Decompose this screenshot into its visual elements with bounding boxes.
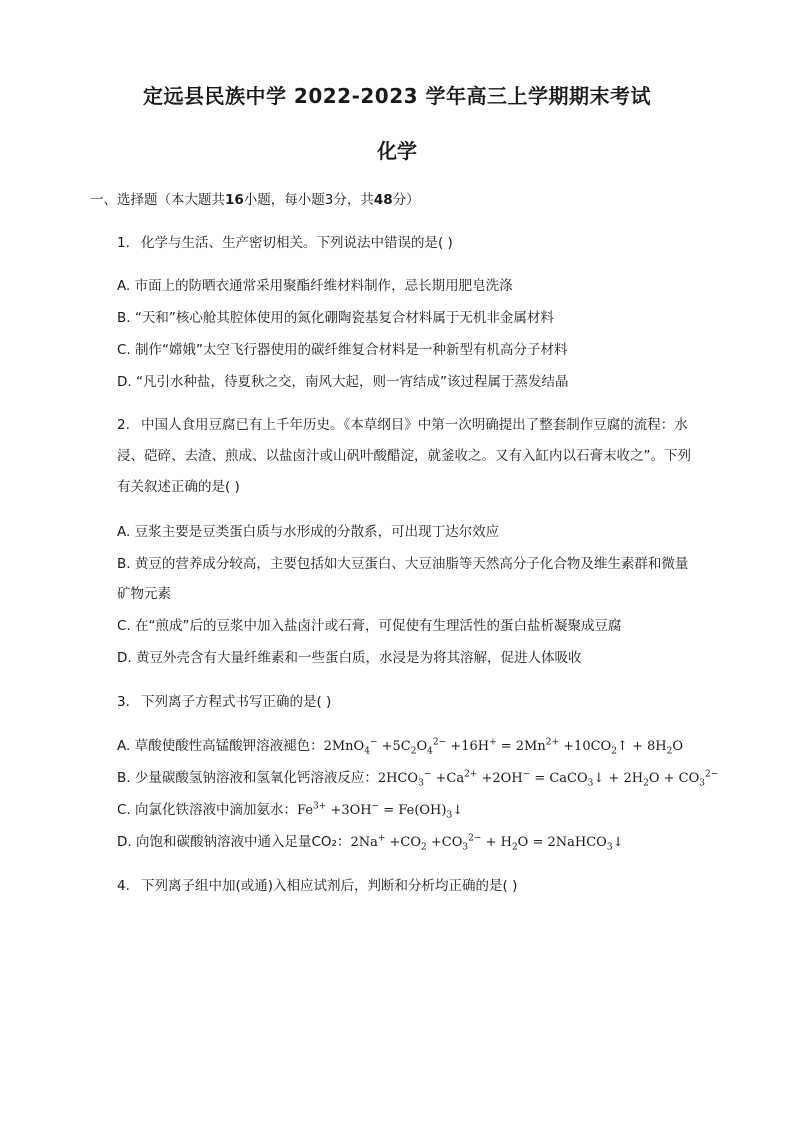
question-3-option-a: A. 草酸使酸性高锰酸钾溶液褪色：$2MnO_4^- +5C_2O_4^{2-} +16H^+ = 2Mn^{2+}$ $+10CO_2↑ + 8H_2O$ [117,737,684,757]
question-2-option-c: C. 在“煎成”后的豆浆中加入盐卤汁或石膏，可促使有生理活性的蛋白盐析凝聚成豆腐 [117,618,622,634]
question-1-option-b: B. “天和”核心舱其腔体使用的氮化硼陶瓷基复合材料属于无机非金属材料 [117,310,554,326]
question-2-option-b-cont: 矿物元素 [117,586,171,602]
question-3-option-c: C. 向氯化铁溶液中滴加氨水：$Fe^{3+} +3OH^-$ = $Fe(OH)_3↓$ [117,801,464,821]
page-title: 定远县民族中学 2022-2023 学年高三上学期期末考试 [142,84,652,108]
question-4-stem: 4. 下列离子组中加(或通)入相应试剂后，判断和分析均正确的是( ) [117,878,518,894]
question-2-stem-line3: 有关叙述正确的是( ) [117,479,240,495]
question-3-stem: 3. 下列离子方程式书写正确的是( ) [117,694,332,710]
question-2-stem: 2. 中国人食用豆腐已有上千年历史。《本草纲目》中第一次明确提出了整套制作豆腐的流程：水 [117,417,688,433]
equation-a: $2MnO_4^- +5C_2O_4^{2-} +16H^+ = 2Mn^{2+}$ $+10CO_2↑ + 8H_2O$ [323,737,684,757]
subject-title: 化学 [377,139,417,163]
question-2-option-a: A. 豆浆主要是豆类蛋白质与水形成的分散系，可出现丁达尔效应 [117,524,500,540]
equation-c: $Fe^{3+} +3OH^-$ = $Fe(OH)_3↓$ [297,801,464,821]
question-1-option-a: A. 市面上的防晒衣通常采用聚酯纤维材料制作，忌长期用肥皂洗涤 [117,278,513,294]
question-3-option-d: D. 向饱和碳酸钠溶液中通入足量CO₂：$2Na^+ +CO_2 +CO_3^{2-} + H_2O$ = 2NaHCO$_3$↓ [117,833,624,853]
question-1-stem: 1. 化学与生活、生产密切相关。下列说法中错误的是( ) [117,235,453,251]
question-1-option-d: D. “凡引水种盐，待夏秋之交，南风大起，则一宵结成”该过程属于蒸发结晶 [117,374,569,390]
question-2-option-b: B. 黄豆的营养成分较高，主要包括如大豆蛋白、大豆油脂等天然高分子化合物及维生素群和微量 [117,556,689,572]
section-heading: 一、选择题（本大题共16小题，每小题3分，共48分） [90,192,420,208]
question-2-stem-line2: 浸、硙碎、去渣、煎成、以盐卤汁或山矾叶酸醋淀，就釜收之。又有入缸内以石膏末收之”。下列 [117,448,691,464]
question-1-option-c: C. 制作“嫦娥”太空飞行器使用的碳纤维复合材料是一种新型有机高分子材料 [117,342,568,358]
question-3-option-b: B. 少量碳酸氢钠溶液和氢氧化钙溶液反应：$2HCO_3^- +Ca^{2+} +2OH^-$ = CaCO$_3$↓ + $2H_2O + CO_3^{2-}$ [117,769,719,789]
equation-b: $2HCO_3^- +Ca^{2+} +2OH^-$ = CaCO$_3$↓ + $2H_2O + CO_3^{2-}$ [377,769,719,789]
question-2-option-d: D. 黄豆外壳含有大量纤维素和一些蛋白质，水浸是为将其溶解，促进人体吸收 [117,650,582,666]
equation-d: $2Na^+ +CO_2 +CO_3^{2-} + H_2O$ = 2NaHCO$_3$↓ [350,833,624,853]
